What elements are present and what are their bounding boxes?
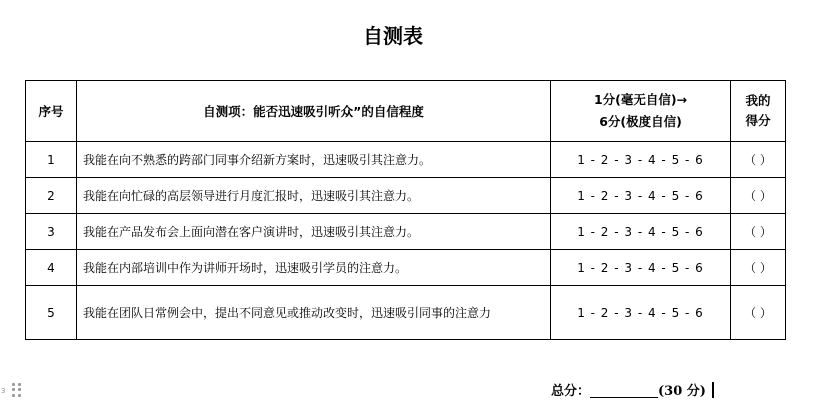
row-item[interactable]: 我能在团队日常例会中，提出不同意见或推动改变时，迅速吸引同事的注意力 xyxy=(77,286,551,340)
row-seq: 5 xyxy=(26,286,77,340)
table-row xyxy=(26,286,786,340)
row-item[interactable]: 我能在向不熟悉的跨部门同事介绍新方案时，迅速吸引其注意力。 xyxy=(77,142,551,178)
header-score-line2: 得分 xyxy=(745,113,771,128)
table-header-row xyxy=(26,81,786,142)
page-title: 自测表 xyxy=(363,24,423,48)
header-scale xyxy=(551,81,731,142)
row-item[interactable]: 我能在产品发布会上面向潜在客户演讲时，迅速吸引其注意力。 xyxy=(77,214,551,250)
row-score[interactable]: （ ） xyxy=(731,250,786,286)
total-score xyxy=(551,380,714,399)
row-score[interactable]: （ ） xyxy=(731,178,786,214)
total-blank[interactable] xyxy=(590,383,658,398)
row-seq: 2 xyxy=(26,178,77,214)
row-scale[interactable]: 1 - 2 - 3 - 4 - 5 - 6 xyxy=(551,214,731,250)
header-item: 自测项：能否迅速吸引听众”的自信程度 xyxy=(77,81,551,142)
total-label: 总分： xyxy=(551,384,591,399)
header-scale-line2: 6分(极度自信) xyxy=(599,114,682,129)
table-row xyxy=(26,142,786,178)
header-score xyxy=(731,81,786,142)
header-score-line1: 我的 xyxy=(745,93,771,108)
header-scale-line1: 1分(毫无自信)→ xyxy=(593,92,688,107)
total-suffix: (30 分) xyxy=(658,384,706,399)
table-row xyxy=(26,250,786,286)
row-item[interactable]: 我能在向忙碌的高层领导进行月度汇报时，迅速吸引其注意力。 xyxy=(77,178,551,214)
row-score[interactable]: （ ） xyxy=(731,286,786,340)
drag-handle-icon[interactable] xyxy=(12,383,22,397)
header-seq: 序号 xyxy=(26,81,77,142)
row-item[interactable]: 我能在内部培训中作为讲师开场时，迅速吸引学员的注意力。 xyxy=(77,250,551,286)
row-scale[interactable]: 1 - 2 - 3 - 4 - 5 - 6 xyxy=(551,178,731,214)
row-score[interactable]: （ ） xyxy=(731,142,786,178)
row-scale[interactable]: 1 - 2 - 3 - 4 - 5 - 6 xyxy=(551,142,731,178)
row-score[interactable]: （ ） xyxy=(731,214,786,250)
row-scale[interactable]: 1 - 2 - 3 - 4 - 5 - 6 xyxy=(551,250,731,286)
text-cursor xyxy=(712,382,714,398)
row-seq: 3 xyxy=(26,214,77,250)
row-seq: 4 xyxy=(26,250,77,286)
table-row xyxy=(26,178,786,214)
table-row xyxy=(26,214,786,250)
page-number: 3 xyxy=(1,387,6,395)
row-seq: 1 xyxy=(26,142,77,178)
self-assessment-table xyxy=(25,80,786,340)
row-scale[interactable]: 1 - 2 - 3 - 4 - 5 - 6 xyxy=(551,286,731,340)
